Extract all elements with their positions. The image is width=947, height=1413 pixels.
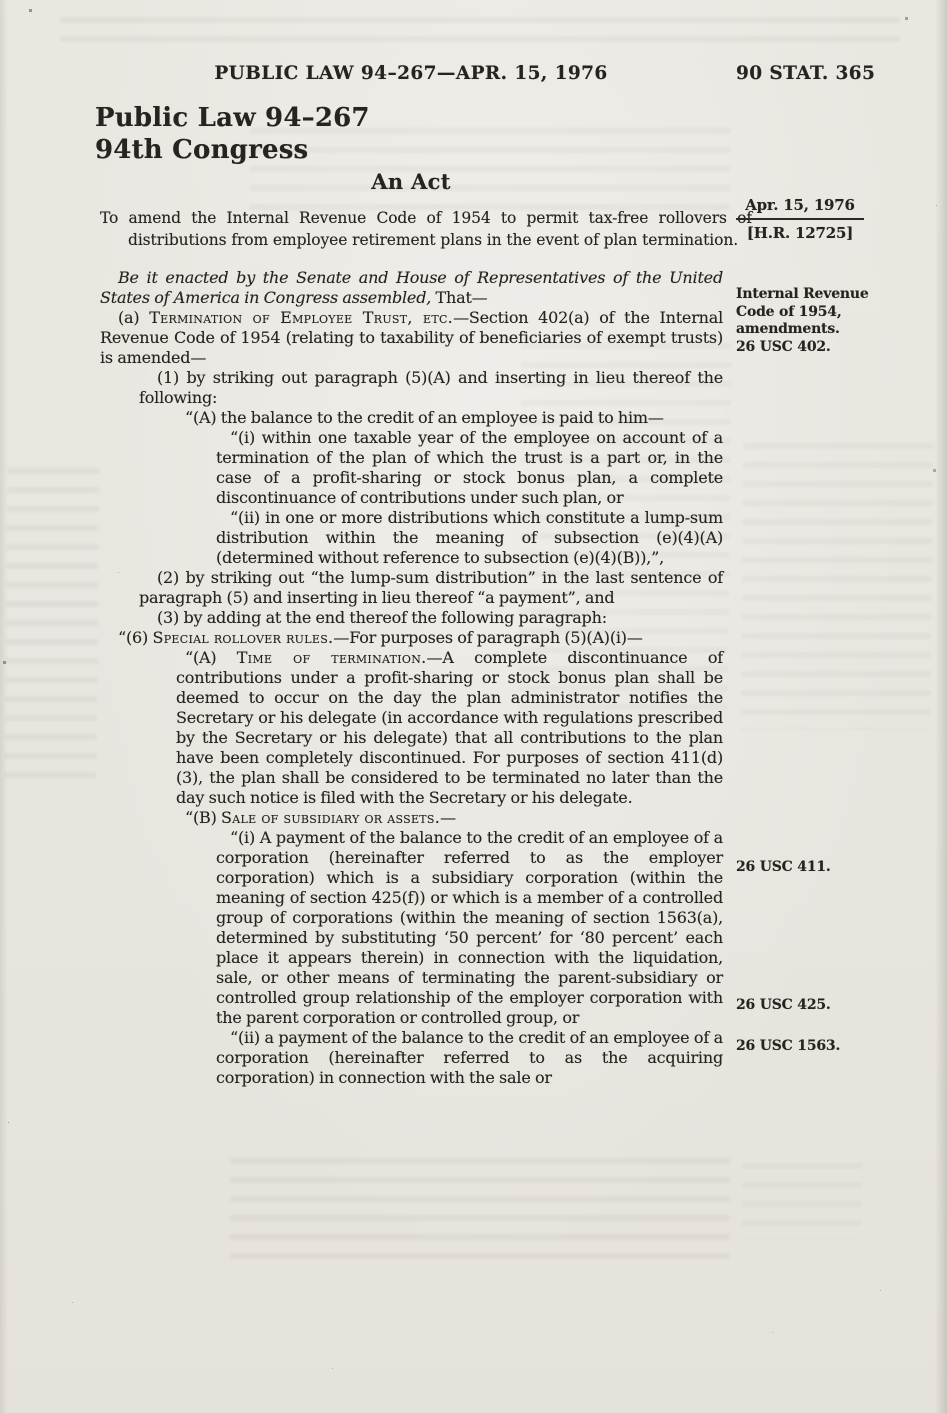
margin-note-line: amendments. xyxy=(736,321,840,337)
margin-note-line: Code of 1954, xyxy=(736,303,842,320)
small-caps-heading: Special rollover rules. xyxy=(152,628,334,647)
text-run: “(i) A payment of the balance to the credit of an employee of a corporation (hereinafter referred to as the employer corporation) which is a subsidiary corporation (within the meaning of section 425(f)) or which is a member of a controlled group of corporations (within the meaning of section 1563(a), determined by substituting ‘50 percent’ for ‘80 percent’ each place it appears therein) in connection with the liquidation, sale, or other means of terminating the parent-subsidiary or controlled group relationship of the employer corporation with the parent corporation or controlled group, or xyxy=(216,828,723,1027)
bleed-through-artifact xyxy=(742,1150,863,1240)
margin-note-26usc425 xyxy=(736,997,876,1015)
body-paragraph xyxy=(176,648,723,808)
text-run: “(A) the balance to the credit of an employee is paid to him— xyxy=(185,408,664,427)
margin-note-26usc1563 xyxy=(736,1038,876,1056)
text-run: (a) xyxy=(118,308,150,327)
statute-body xyxy=(100,268,723,1088)
text-run: (3) by adding at the end thereof the following paragraph: xyxy=(157,608,607,627)
margin-note-line: 26 USC 402. xyxy=(736,338,831,355)
body-paragraph xyxy=(139,608,723,628)
body-paragraph xyxy=(176,808,723,828)
margin-note-line: 26 USC 411. xyxy=(736,859,831,875)
body-paragraph xyxy=(139,568,723,608)
text-run: “(i) within one taxable year of the employee on account of a termination of the plan of which the trust is a part or, in the case of a profit-sharing or stock bonus plan, a complete discontinuance of contributions under such plan, or xyxy=(216,428,723,507)
body-paragraph xyxy=(100,268,723,308)
act-heading: An Act xyxy=(371,169,451,194)
body-paragraph xyxy=(216,828,723,1028)
running-header-title: PUBLIC LAW 94–267—APR. 15, 1976 xyxy=(214,63,608,84)
body-paragraph xyxy=(216,428,723,508)
page-edge-shadow xyxy=(0,0,8,1413)
text-run: (1) by striking out paragraph (5)(A) and inserting in lieu thereof the following: xyxy=(139,368,723,407)
text-run: “(ii) a payment of the balance to the credit of an employee of a corporation (hereinafter referred to as the acquiring corporation) in connection with the sale or xyxy=(216,1028,723,1087)
law-heading xyxy=(95,102,370,166)
margin-note-line: Internal Revenue xyxy=(736,286,869,302)
margin-note-line: [H.R. 12725] xyxy=(746,224,854,242)
text-run: Be it enacted by the Senate and House of Representatives of the United States of America in Congress assembled, xyxy=(100,268,723,307)
text-run: —For purposes of paragraph (5)(A)(i)— xyxy=(333,628,643,647)
text-run: “(ii) in one or more distributions which constitute a lump-sum distribution within the meaning of subsection (e)(4)(A) (determined without reference to subsection (e)(4)(B)),”, xyxy=(216,508,723,567)
scan-noise-specks xyxy=(0,0,1,1)
text-run: —Section 402(a) of the Internal Revenue Code of 1954 (relating to taxability of beneficiaries of exempt trusts) is amended— xyxy=(100,308,724,367)
margin-note-line: 26 USC 1563. xyxy=(736,1038,841,1054)
act-preamble: To amend the Internal Revenue Code of 1954 to permit tax-free rollovers of distributions from employee retirement plans in the event of plan termination. xyxy=(100,209,752,249)
margin-note-irc-amendments xyxy=(736,286,876,356)
text-run: — xyxy=(440,808,456,827)
text-run: “(6) xyxy=(118,628,153,647)
text-run: That— xyxy=(431,288,488,307)
text-run: “(B) xyxy=(185,808,222,827)
text-run: —A complete discontinuance of contributions under a profit-sharing or stock bonus plan shall be deemed to occur on the day the plan administrator notifies the Secretary or his delegate (in accordance with regulations prescribed by the Secretary or his delegate) that all contributions to the plan have been completely discontinued. For purposes of section 411(d)(3), the plan shall be considered to be terminated no later than the day such notice is filed with the Secretary or his delegate. xyxy=(176,648,723,807)
small-caps-heading: Termination of Employee Trust, etc. xyxy=(149,308,454,327)
margin-note-26usc411 xyxy=(736,859,876,877)
bleed-through-artifact xyxy=(4,455,99,785)
margin-note-date xyxy=(736,197,864,220)
body-paragraph xyxy=(216,1028,723,1088)
margin-note-line: Apr. 15, 1976 xyxy=(745,196,855,214)
body-paragraph xyxy=(100,308,723,368)
body-paragraph xyxy=(176,408,723,428)
text-run: “(A) xyxy=(185,648,237,667)
margin-note-bill-number xyxy=(736,225,864,243)
law-number: Public Law 94–267 xyxy=(95,103,370,133)
body-paragraph xyxy=(216,508,723,568)
small-caps-heading: Time of termination. xyxy=(236,648,427,667)
small-caps-heading: Sale of subsidiary or assets. xyxy=(221,808,441,827)
bleed-through-artifact xyxy=(740,430,933,730)
body-paragraph xyxy=(100,628,723,648)
margin-note-line: 26 USC 425. xyxy=(736,997,831,1013)
bleed-through-artifact xyxy=(60,4,900,46)
congress-number: 94th Congress xyxy=(95,135,309,165)
text-run: (2) by striking out “the lump-sum distribution” in the last sentence of paragraph (5) and inserting in lieu thereof “a payment”, and xyxy=(139,568,723,607)
stat-page-number: 90 STAT. 365 xyxy=(736,63,876,84)
bleed-through-artifact xyxy=(229,1145,730,1265)
page-edge-shadow xyxy=(935,0,947,1413)
body-paragraph xyxy=(139,368,723,408)
